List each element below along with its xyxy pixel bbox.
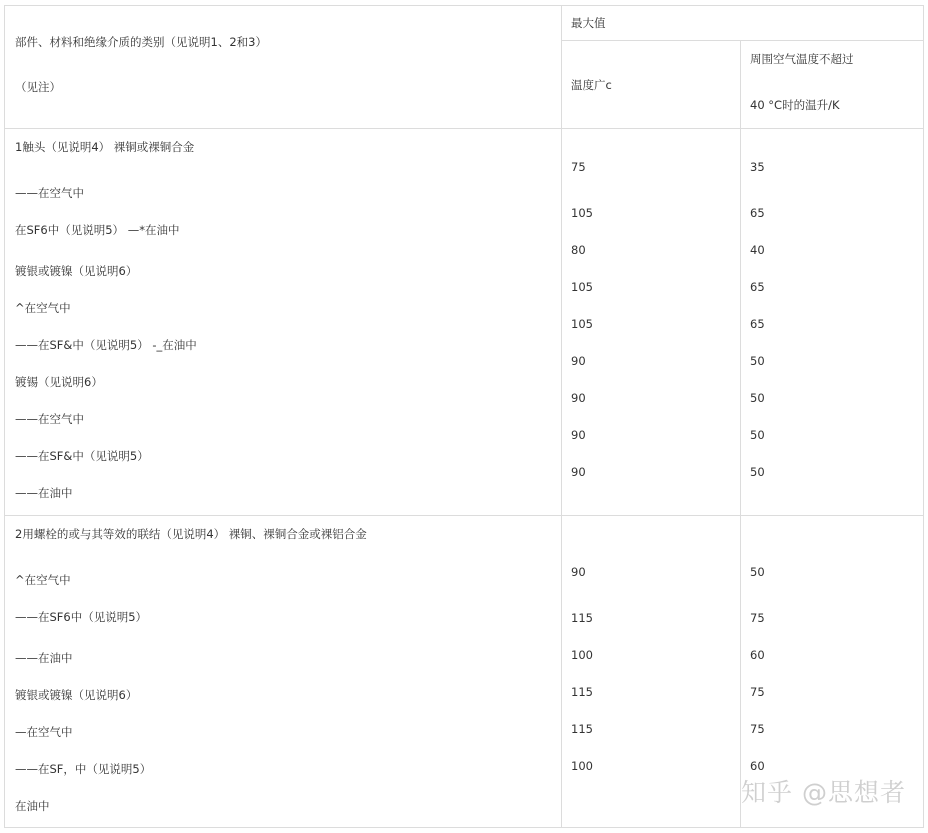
temperature-rise-value: 75	[750, 611, 765, 625]
row-label: 在油中	[15, 799, 50, 813]
row-label: ——在SF，中（见说明5）	[15, 762, 152, 776]
temperature-header: 温度广c	[571, 78, 612, 92]
temperature-value: 105	[571, 206, 593, 220]
row-label: ——在空气中	[15, 412, 84, 426]
row-label: 镀锡（见说明6）	[15, 375, 103, 389]
row-label: ——在SF&中（见说明5） -_在油中	[15, 338, 197, 352]
category-note: （见注）	[15, 80, 61, 94]
table-bottom-border	[4, 827, 924, 828]
temperature-value: 105	[571, 317, 593, 331]
max-value-divider	[561, 40, 924, 41]
section-2-title: 2用螺栓的或与其等效的联结（见说明4） 裸铜、裸铜合金或裸铝合金	[15, 527, 367, 541]
table-top-border	[4, 5, 924, 6]
temperature-value: 90	[571, 391, 586, 405]
temperature-rise-value: 50	[750, 465, 765, 479]
temperature-value: 90	[571, 565, 586, 579]
temperature-rise-value: 65	[750, 280, 765, 294]
section-divider	[4, 515, 924, 516]
temperature-rise-value: 60	[750, 759, 765, 773]
temperature-rise-value: 75	[750, 722, 765, 736]
temperature-rise-value: 40	[750, 243, 765, 257]
row-label: ——在空气中	[15, 186, 84, 200]
header-bottom-border	[4, 128, 924, 129]
temperature-rise-value: 50	[750, 391, 765, 405]
row-label: 镀银或镀镍（见说明6）	[15, 264, 138, 278]
temperature-value: 100	[571, 648, 593, 662]
row-label: ^在空气中	[15, 301, 71, 315]
temperature-value: 115	[571, 611, 593, 625]
row-label: ——在SF6中（见说明5）	[15, 610, 148, 624]
temperature-value: 115	[571, 722, 593, 736]
temperature-rise-value: 50	[750, 428, 765, 442]
temperature-value: 90	[571, 428, 586, 442]
temperature-rise-value: 50	[750, 565, 765, 579]
temperature-rise-header-unit: 40 °C时的温升/K	[750, 98, 840, 112]
category-header: 部件、材料和绝缘介质的类别（见说明1、2和3）	[15, 35, 267, 49]
section-1-title: 1触头（见说明4） 裸铜或裸铜合金	[15, 140, 195, 154]
temperature-value: 105	[571, 280, 593, 294]
table-left-border	[4, 5, 5, 828]
max-value-header: 最大值	[571, 16, 606, 30]
temperature-rise-value: 60	[750, 648, 765, 662]
temperature-rise-value: 50	[750, 354, 765, 368]
column-divider-2	[740, 40, 741, 828]
temperature-value: 90	[571, 354, 586, 368]
temperature-rise-value: 35	[750, 160, 765, 174]
table-right-border	[923, 5, 924, 828]
temperature-rise-table	[4, 5, 924, 828]
temperature-rise-header: 周围空气温度不超过	[750, 52, 854, 66]
row-label: 镀银或镀镍（见说明6）	[15, 688, 138, 702]
row-label: ^在空气中	[15, 573, 71, 587]
row-label: —在空气中	[15, 725, 73, 739]
temperature-value: 80	[571, 243, 586, 257]
row-label: 在SF6中（见说明5） —*在油中	[15, 223, 180, 237]
temperature-value: 90	[571, 465, 586, 479]
row-label: ——在油中	[15, 486, 73, 500]
column-divider-1	[561, 5, 562, 828]
temperature-value: 115	[571, 685, 593, 699]
temperature-value: 100	[571, 759, 593, 773]
temperature-rise-value: 75	[750, 685, 765, 699]
temperature-rise-value: 65	[750, 206, 765, 220]
temperature-value: 75	[571, 160, 586, 174]
temperature-rise-value: 65	[750, 317, 765, 331]
watermark: 知乎 @思想者	[741, 778, 906, 807]
row-label: ——在油中	[15, 651, 73, 665]
row-label: ——在SF&中（见说明5）	[15, 449, 149, 463]
